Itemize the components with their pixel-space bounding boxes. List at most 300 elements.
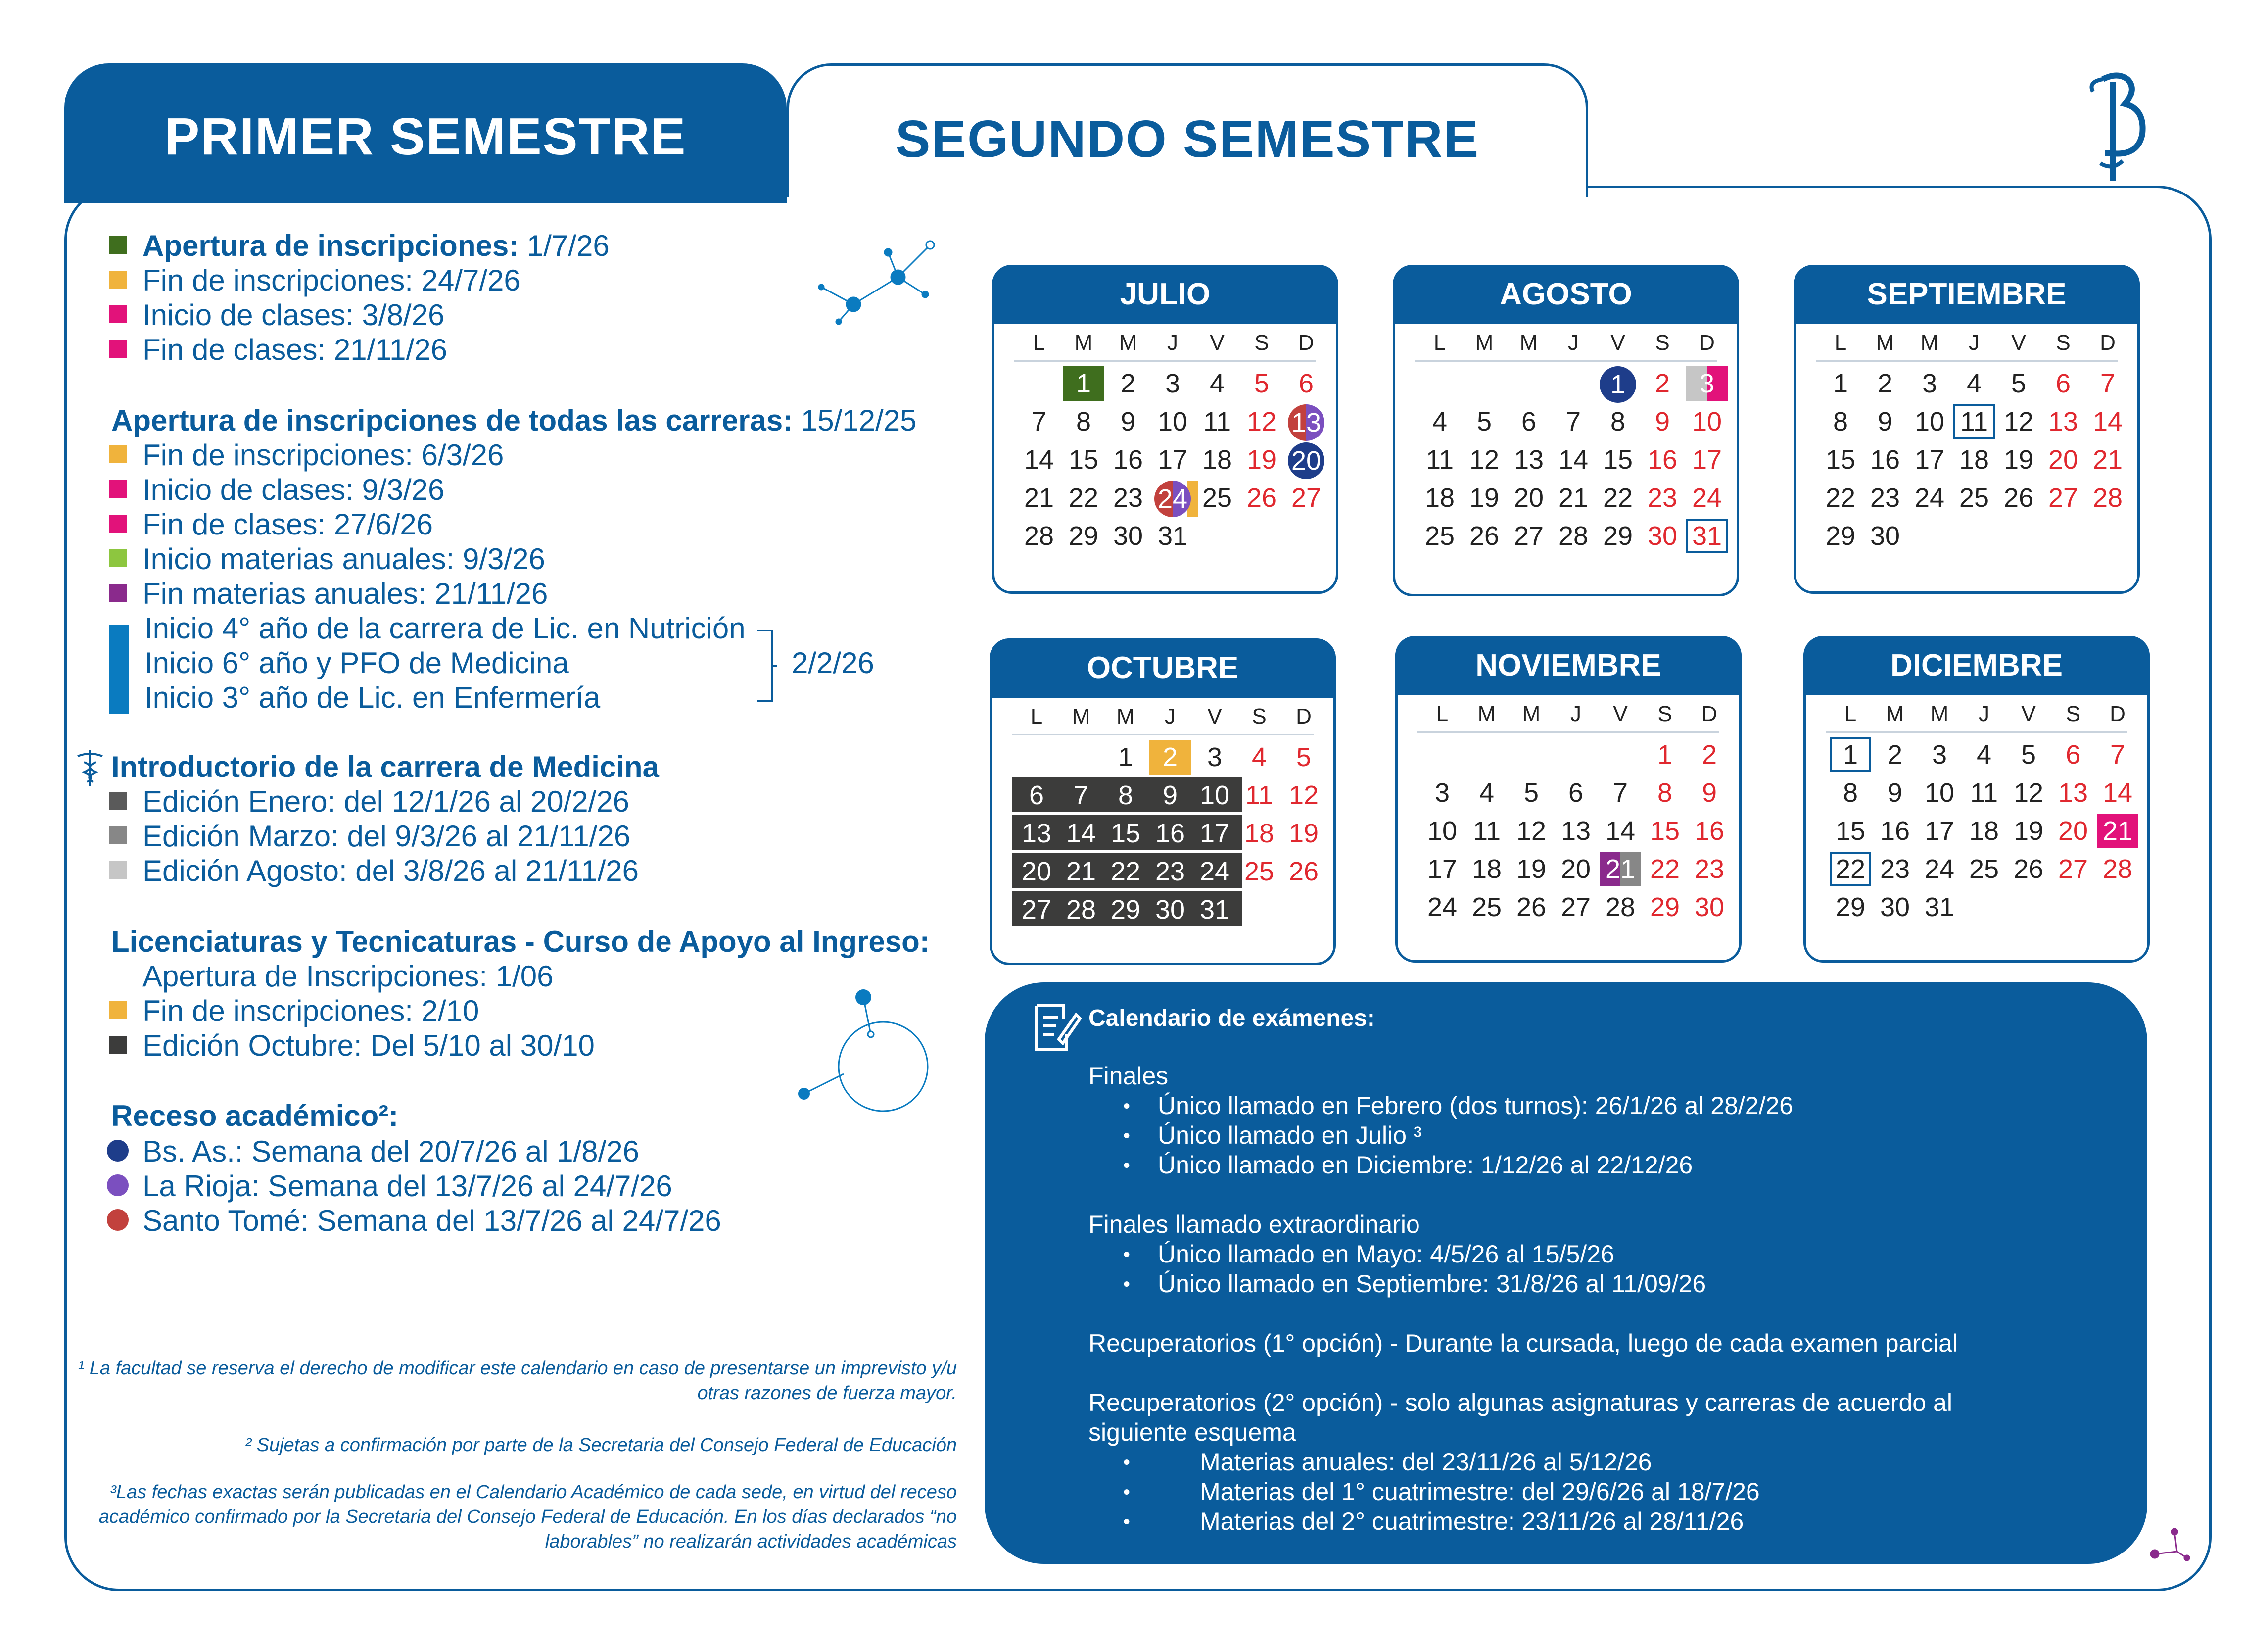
legend-swatch [109, 236, 127, 254]
day-cell[interactable]: 3 [1434, 778, 1450, 808]
month-calendar [990, 638, 1336, 965]
weekday-label: V [1207, 704, 1222, 728]
day-cell[interactable]: 7 [1565, 407, 1581, 437]
day-cell[interactable]: 23 [1694, 854, 1725, 884]
legend-swatch [109, 305, 127, 323]
day-cell[interactable]: 16 [1155, 819, 1185, 848]
day-cell[interactable]: 10 [1692, 407, 1722, 437]
day-cell[interactable]: 31 [1686, 519, 1728, 553]
exam-line: Único llamado en Diciembre: 1/12/26 al 22/12/26 [1158, 1151, 1693, 1179]
day-cell[interactable]: 12 [1288, 780, 1319, 810]
day-cell[interactable]: 7 [2110, 740, 2126, 770]
day-cell[interactable]: 18 [1959, 445, 1989, 475]
legend-item [109, 854, 639, 888]
day-cell[interactable]: 31 [1157, 521, 1188, 551]
day-cell[interactable]: 17 [1692, 445, 1722, 475]
day-cell[interactable]: 8 [1657, 778, 1673, 808]
legend-dot [107, 1174, 129, 1196]
day-cell[interactable]: 5 [2021, 740, 2036, 770]
legend-text: Fin de clases: 27/6/26 [142, 508, 433, 541]
day-cell[interactable]: 24 [1199, 857, 1230, 886]
month-calendar [1395, 636, 1742, 963]
day-cell[interactable]: 12 [1469, 445, 1500, 475]
day-cell[interactable]: 26 [1246, 483, 1277, 513]
legend-swatch [109, 1036, 127, 1054]
day-cell[interactable]: 13 [2048, 407, 2079, 437]
weekday-label: V [1613, 702, 1628, 726]
day-cell[interactable]: 17 [1924, 816, 1955, 846]
day-cell[interactable]: 13 [1288, 404, 1324, 441]
day-cell[interactable]: 1 [1657, 740, 1673, 770]
legend-item: Inicio 3° año de Lic. en Enfermería [144, 681, 601, 714]
day-cell[interactable]: 31 [1924, 892, 1955, 922]
day-cell[interactable]: 14 [2102, 778, 2133, 808]
day-cell[interactable]: 17 [1157, 445, 1188, 475]
day-cell[interactable]: 9 [1120, 407, 1136, 437]
day-cell[interactable]: 6 [1521, 407, 1537, 437]
legend-item [109, 542, 545, 576]
molecule-icon [816, 233, 945, 332]
day-cell[interactable]: 18 [1424, 483, 1455, 513]
day-cell[interactable]: 16 [1880, 816, 1910, 846]
weekday-label: J [1165, 704, 1176, 728]
day-cell[interactable]: 23 [1880, 854, 1910, 884]
day-cell[interactable]: 28 [2092, 483, 2123, 513]
legend-item [109, 784, 629, 819]
weekday-label: M [1876, 331, 1894, 355]
day-cell[interactable]: 29 [1110, 895, 1141, 924]
exam-line: Único llamado en Febrero (dos turnos): 26/1/26 al 28/2/26 [1158, 1092, 1794, 1119]
day-cell[interactable]: 24 [1427, 892, 1458, 922]
day-cell[interactable]: 11 [1425, 445, 1454, 475]
bracket-date: 2/2/26 [792, 646, 874, 679]
day-cell[interactable]: 21 [2097, 814, 2138, 848]
day-cell[interactable]: 9 [1877, 407, 1893, 437]
day-cell[interactable]: 22 [1650, 854, 1680, 884]
exam-line: siguiente esquema [1088, 1418, 1296, 1446]
day-cell[interactable]: 30 [1113, 521, 1143, 551]
legend-item [107, 1204, 721, 1238]
day-cell[interactable]: 17 [1427, 854, 1458, 884]
day-cell[interactable]: 3 [1686, 366, 1728, 401]
day-cell[interactable]: 12 [2003, 407, 2034, 437]
day-cell[interactable]: 13 [1513, 445, 1544, 475]
day-cell[interactable]: 15 [1650, 816, 1680, 846]
weekday-label: D [1701, 702, 1717, 726]
legend-item [109, 507, 433, 541]
day-cell[interactable]: 2 [1120, 369, 1136, 398]
day-cell[interactable]: 10 [1427, 816, 1458, 846]
day-cell[interactable]: 30 [1694, 892, 1725, 922]
day-cell[interactable]: 28 [1605, 892, 1636, 922]
legend-text: Santo Tomé: Semana del 13/7/26 al 24/7/26 [142, 1204, 721, 1237]
day-cell[interactable]: 29 [1835, 892, 1866, 922]
day-cell[interactable]: 14 [1558, 445, 1589, 475]
day-cell[interactable]: 28 [2102, 854, 2133, 884]
day-cell[interactable]: 19 [2013, 816, 2044, 846]
legend-item [107, 1134, 639, 1168]
day-cell[interactable]: 6 [1029, 780, 1044, 810]
legend-item [109, 577, 548, 611]
day-cell[interactable]: 25 [1244, 857, 1275, 886]
weekday-label: J [1979, 702, 1989, 726]
day-cell[interactable]: 2 [1654, 369, 1670, 398]
month-calendar [992, 265, 1338, 594]
day-cell[interactable]: 20 [1513, 483, 1544, 513]
day-cell[interactable]: 14 [2092, 407, 2123, 437]
weekday-label: L [1834, 331, 1847, 355]
day-cell[interactable]: 9 [1162, 780, 1178, 810]
weekday-label: D [1296, 704, 1312, 728]
day-cell[interactable]: 6 [2065, 740, 2081, 770]
day-cell[interactable]: 15 [1068, 445, 1099, 475]
day-cell[interactable]: 4 [1209, 369, 1225, 398]
legend-swatch [109, 584, 127, 602]
legend-dot [107, 1209, 129, 1231]
day-cell[interactable]: 11 [1953, 404, 1995, 439]
day-cell[interactable]: 7 [1031, 407, 1047, 437]
legend-text: Apertura de inscripciones: [142, 229, 519, 262]
day-cell[interactable]: 26 [2003, 483, 2034, 513]
month-calendar [1393, 265, 1739, 596]
weekday-header [1826, 702, 2127, 733]
day-cell[interactable]: 6 [2055, 369, 2071, 398]
day-cell[interactable]: 31 [1199, 895, 1230, 924]
day-cell[interactable]: 27 [1291, 483, 1322, 513]
day-cell[interactable]: 26 [2013, 854, 2044, 884]
day-cell[interactable]: 7 [1073, 780, 1089, 810]
day-cell[interactable]: 22 [1068, 483, 1099, 513]
day-cell[interactable]: 9 [1887, 778, 1903, 808]
day-cell[interactable]: 16 [1694, 816, 1725, 846]
day-cell[interactable]: 21 [2092, 445, 2123, 475]
weekday-label: S [1657, 702, 1672, 726]
legend-date: 1/7/26 [519, 229, 610, 262]
day-cell[interactable]: 26 [1516, 892, 1547, 922]
day-cell[interactable]: 23 [1113, 483, 1143, 513]
weekday-label: S [2066, 702, 2080, 726]
day-cell[interactable]: 8 [1833, 407, 1848, 437]
day-cell[interactable]: 20 [1560, 854, 1591, 884]
weekday-header [1418, 702, 1719, 733]
day-cell[interactable]: 12 [1246, 407, 1277, 437]
day-cell[interactable]: 22 [1603, 483, 1633, 513]
bracket-icon [757, 629, 777, 703]
footnote-3: ³Las fechas exactas serán publicadas en el Calendario Académico de cada sede, en virtud del receso académico confirmado por la Secretaria del Consejo Federal de Educación. En los días declarados “no laborables” no realizarán actividades académicas [98, 1482, 957, 1552]
day-cell[interactable]: 21 [1024, 483, 1054, 513]
legend-item [109, 298, 444, 332]
exam-line: Recuperatorios (1° opción) - Durante la cursada, luego de cada examen parcial [1088, 1329, 1958, 1357]
legend-item: Inicio 4° año de la carrera de Lic. en Nutrición [144, 612, 746, 645]
day-cell[interactable]: 21 [1066, 857, 1096, 886]
day-cell[interactable]: 13 [1560, 816, 1591, 846]
weekday-label: L [1030, 704, 1043, 728]
day-cell[interactable]: 13 [2058, 778, 2088, 808]
weekday-header [1012, 704, 1314, 735]
day-cell[interactable]: 5 [1523, 778, 1539, 808]
day-cell[interactable]: 19 [1516, 854, 1547, 884]
day-cell[interactable]: 3 [1165, 369, 1181, 398]
day-cell[interactable]: 4 [1479, 778, 1495, 808]
legend-swatch [109, 515, 127, 533]
tab-primer-semestre[interactable] [64, 63, 787, 197]
day-cell[interactable]: 18 [1471, 854, 1502, 884]
weekday-label: J [1969, 331, 1980, 355]
legend-dot [107, 1140, 129, 1162]
day-cell[interactable]: 14 [1605, 816, 1636, 846]
day-cell[interactable]: 2 [1701, 740, 1717, 770]
day-cell[interactable]: 10 [1157, 407, 1188, 437]
day-cell[interactable]: 1 [1833, 369, 1848, 398]
day-cell[interactable]: 15 [1603, 445, 1633, 475]
day-cell[interactable]: 29 [1825, 521, 1856, 551]
day-cell[interactable]: 27 [1021, 895, 1052, 924]
bullet-icon: • [1123, 1155, 1131, 1176]
day-cell[interactable]: 4 [1976, 740, 1992, 770]
exam-line: Materias anuales: del 23/11/26 al 5/12/26 [1200, 1448, 1652, 1476]
exam-line: Único llamado en Septiembre: 31/8/26 al 11/09/26 [1158, 1270, 1706, 1298]
day-cell[interactable]: 5 [1476, 407, 1492, 437]
day-cell[interactable]: 30 [1870, 521, 1900, 551]
day-cell[interactable]: 14 [1024, 445, 1054, 475]
day-cell[interactable]: 29 [1650, 892, 1680, 922]
day-cell[interactable]: 8 [1610, 407, 1626, 437]
day-cell[interactable]: 10 [1199, 780, 1230, 810]
section-heading: Receso académico²: [111, 1099, 399, 1132]
day-cell[interactable]: 25 [1202, 483, 1232, 513]
weekday-label: L [1844, 702, 1857, 726]
day-cell[interactable]: 20 [2048, 445, 2079, 475]
month-calendar [1803, 636, 2150, 963]
legend-text: Edición Agosto: del 3/8/26 al 21/11/26 [142, 854, 639, 887]
day-cell[interactable]: 9 [1654, 407, 1670, 437]
month-name: SEPTIEMBRE [1794, 265, 2140, 324]
day-cell[interactable]: 8 [1076, 407, 1091, 437]
day-cell[interactable]: 6 [1298, 369, 1314, 398]
day-cell[interactable]: 1 [1118, 742, 1134, 772]
molecule-icon [797, 985, 935, 1118]
day-cell[interactable]: 26 [1469, 521, 1500, 551]
day-cell[interactable]: 16 [1647, 445, 1678, 475]
day-cell[interactable]: 10 [1924, 778, 1955, 808]
day-cell[interactable]: 23 [1647, 483, 1678, 513]
section-heading: Introductorio de la carrera de Medicina [111, 750, 659, 783]
day-cell[interactable]: 12 [1516, 816, 1547, 846]
day-cell[interactable]: 24 [1914, 483, 1945, 513]
day-cell[interactable]: 14 [1066, 819, 1096, 848]
weekday-label: S [2056, 331, 2071, 355]
day-cell[interactable]: 15 [1835, 816, 1866, 846]
exam-line: Único llamado en Mayo: 4/5/26 al 15/5/26 [1158, 1240, 1614, 1268]
day-cell[interactable]: 25 [1969, 854, 1999, 884]
day-cell[interactable]: 5 [1296, 742, 1312, 772]
day-cell[interactable]: 18 [1202, 445, 1232, 475]
day-cell[interactable]: 3 [1932, 740, 1947, 770]
day-cell[interactable]: 4 [1432, 407, 1448, 437]
day-cell[interactable]: 21 [1600, 852, 1641, 886]
day-cell[interactable]: 22 [1825, 483, 1856, 513]
day-cell[interactable]: 27 [2058, 854, 2088, 884]
exam-calendar-panel [985, 982, 2147, 1564]
day-cell[interactable]: 29 [1603, 521, 1633, 551]
weekday-label: V [1610, 331, 1625, 355]
day-cell[interactable]: 13 [1021, 819, 1052, 848]
weekday-label: L [1433, 331, 1446, 355]
section-heading [111, 403, 916, 437]
exam-line: Materias del 1° cuatrimestre: del 29/6/26 al 18/7/26 [1200, 1478, 1760, 1505]
legend-swatch [109, 340, 127, 358]
day-cell[interactable]: 11 [1203, 407, 1231, 437]
heading-text: Apertura de inscripciones de todas las carreras: [111, 404, 793, 437]
weekday-label: M [1930, 702, 1949, 726]
month-calendar [1794, 265, 2140, 594]
day-cell[interactable]: 1 [1063, 366, 1104, 401]
legend-item [109, 819, 630, 853]
weekday-label: J [1167, 331, 1178, 355]
day-cell[interactable]: 9 [1701, 778, 1717, 808]
day-cell[interactable]: 24 [1692, 483, 1722, 513]
weekday-label: M [1074, 331, 1093, 355]
day-cell[interactable]: 6 [1568, 778, 1584, 808]
day-cell[interactable]: 4 [1251, 742, 1267, 772]
weekday-label: L [1436, 702, 1449, 726]
day-cell[interactable]: 21 [1558, 483, 1589, 513]
day-cell[interactable]: 15 [1110, 819, 1141, 848]
day-cell[interactable]: 20 [1288, 442, 1324, 479]
day-cell[interactable]: 1 [1600, 366, 1636, 403]
weekday-label: M [1475, 331, 1494, 355]
day-cell[interactable]: 11 [1245, 780, 1274, 810]
day-cell[interactable]: 11 [1472, 816, 1501, 846]
legend-text: Inicio de clases: 3/8/26 [142, 298, 445, 332]
day-cell[interactable]: 4 [1966, 369, 1982, 398]
weekday-label: S [1254, 331, 1269, 355]
day-cell[interactable]: 24 [1924, 854, 1955, 884]
tab-label: PRIMER SEMESTRE [164, 107, 687, 166]
weekday-label: M [1477, 702, 1496, 726]
weekday-label: M [1886, 702, 1904, 726]
day-cell[interactable]: 3 [1207, 742, 1223, 772]
day-cell[interactable]: 19 [1469, 483, 1500, 513]
weekday-label: J [1570, 702, 1581, 726]
month-name: JULIO [992, 265, 1338, 324]
day-cell[interactable]: 28 [1066, 895, 1096, 924]
day-cell[interactable]: 19 [2003, 445, 2034, 475]
day-cell[interactable]: 17 [1199, 819, 1230, 848]
day-cell[interactable]: 27 [2048, 483, 2079, 513]
day-cell[interactable]: 16 [1870, 445, 1900, 475]
day-cell[interactable]: 30 [1880, 892, 1910, 922]
legend-item [109, 959, 553, 993]
day-cell[interactable]: 2 [1877, 369, 1893, 398]
weekday-label: D [2110, 702, 2126, 726]
month-name: DICIEMBRE [1803, 636, 2150, 695]
day-cell[interactable]: 26 [1288, 857, 1319, 886]
exam-line: Materias del 2° cuatrimestre: 23/11/26 al 28/11/26 [1200, 1507, 1744, 1535]
footnote-2: ² Sujetas a confirmación por parte de la Secretaria del Consejo Federal de Educación [245, 1435, 957, 1456]
day-cell[interactable]: 8 [1118, 780, 1134, 810]
tab-segundo-semestre[interactable] [787, 63, 1588, 197]
legend-text: La Rioja: Semana del 13/7/26 al 24/7/26 [142, 1169, 672, 1203]
bullet-icon: • [1123, 1095, 1131, 1117]
weekday-label: M [1522, 702, 1541, 726]
exam-document-icon [1029, 1000, 1084, 1054]
day-cell[interactable]: 23 [1155, 857, 1185, 886]
day-cell[interactable]: 8 [1843, 778, 1858, 808]
legend-text: Edición Octubre: Del 5/10 al 30/10 [142, 1029, 595, 1062]
day-cell[interactable]: 20 [1021, 857, 1052, 886]
weekday-header [1415, 331, 1717, 362]
weekday-label: S [1252, 704, 1267, 728]
day-cell[interactable]: 2 [1149, 740, 1191, 775]
bullet-icon: • [1123, 1125, 1131, 1147]
day-cell[interactable]: 3 [1922, 369, 1937, 398]
weekday-label: D [2100, 331, 2116, 355]
day-cell[interactable]: 10 [1914, 407, 1945, 437]
section-heading: Licenciaturas y Tecnicaturas - Curso de Apoyo al Ingreso: [111, 925, 930, 958]
day-cell[interactable]: 23 [1870, 483, 1900, 513]
day-cell[interactable]: 5 [1254, 369, 1270, 398]
legend-text: Fin de clases: 21/11/26 [142, 333, 447, 366]
day-cell[interactable]: 7 [2100, 369, 2116, 398]
legend-swatch [109, 549, 127, 567]
exam-line: Finales llamado extraordinario [1088, 1211, 1420, 1238]
weekday-label: M [1116, 704, 1135, 728]
legend-swatch [109, 271, 127, 289]
day-cell[interactable]: 5 [2011, 369, 2027, 398]
legend-swatch [109, 861, 127, 879]
legend-text: Inicio de clases: 9/3/26 [142, 473, 445, 506]
day-cell[interactable]: 25 [1959, 483, 1989, 513]
day-cell[interactable]: 30 [1647, 521, 1678, 551]
legend-swatch [109, 480, 127, 498]
day-cell[interactable]: 25 [1471, 892, 1502, 922]
weekday-label: S [1655, 331, 1670, 355]
day-cell[interactable]: 18 [1969, 816, 1999, 846]
day-cell[interactable]: 28 [1558, 521, 1589, 551]
day-cell[interactable]: 24 [1154, 481, 1191, 517]
legend-text: Apertura de Inscripciones: 1/06 [142, 960, 554, 993]
day-cell[interactable]: 18 [1244, 819, 1275, 848]
day-cell[interactable]: 19 [1246, 445, 1277, 475]
exam-line: Recuperatorios (2° opción) - solo algunas asignaturas y carreras de acuerdo al [1088, 1389, 1952, 1416]
day-cell[interactable]: 25 [1424, 521, 1455, 551]
day-cell[interactable]: 30 [1155, 895, 1185, 924]
day-cell[interactable]: 12 [2013, 778, 2044, 808]
day-cell[interactable]: 27 [1560, 892, 1591, 922]
day-cell[interactable]: 11 [1970, 778, 1998, 808]
legend-text: Edición Marzo: del 9/3/26 al 21/11/26 [142, 820, 631, 853]
day-cell[interactable]: 27 [1513, 521, 1544, 551]
weekday-header [1816, 331, 2118, 362]
legend-swatch [109, 1001, 127, 1019]
day-cell[interactable]: 16 [1113, 445, 1143, 475]
day-cell[interactable]: 7 [1612, 778, 1628, 808]
day-cell[interactable]: 19 [1288, 819, 1319, 848]
day-cell[interactable]: 20 [2058, 816, 2088, 846]
day-cell[interactable]: 22 [1110, 857, 1141, 886]
day-cell[interactable]: 17 [1914, 445, 1945, 475]
day-cell[interactable]: 1 [1830, 737, 1871, 772]
weekday-label: M [1920, 331, 1939, 355]
day-cell[interactable]: 28 [1024, 521, 1054, 551]
legend-swatch [109, 792, 127, 810]
month-name: NOVIEMBRE [1395, 636, 1742, 695]
day-cell[interactable]: 2 [1887, 740, 1903, 770]
day-cell[interactable]: 22 [1830, 852, 1871, 886]
day-cell[interactable]: 15 [1825, 445, 1856, 475]
day-cell[interactable]: 29 [1068, 521, 1099, 551]
